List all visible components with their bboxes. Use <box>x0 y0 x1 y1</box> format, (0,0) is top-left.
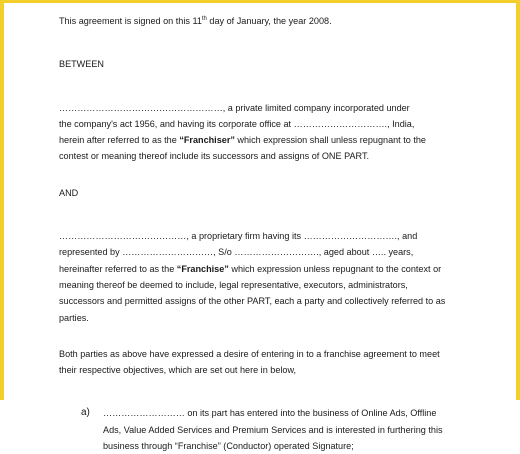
franchise-paragraph <box>59 228 479 326</box>
franchise-line-3 <box>59 261 479 277</box>
clause-a-line-1: ……………………… on its part has entered into the business of Online Ads, Offline <box>103 408 437 419</box>
franchiser-line-3 <box>59 132 479 148</box>
both-line-2: their respective objectives, which are set out here in below, <box>59 365 297 376</box>
franchise-line-6: parties. <box>59 312 89 323</box>
intro-sup: th <box>201 16 207 22</box>
clause-a <box>81 405 479 454</box>
franchise-term: “Franchise” <box>176 263 229 274</box>
franchise-line-3-post: which expression unless repugnant to the context or <box>228 263 442 274</box>
clause-a-line-3: business through “Franchise” (Conductor) operated Signature; <box>103 441 354 452</box>
franchiser-line-3-pre: herein after referred to as the <box>59 135 180 146</box>
franchiser-line-3-post: which expression shall unless repugnant to the <box>234 135 426 146</box>
franchise-line-4: meaning thereof be deemed to include, legal representative, executors, administrators, <box>59 279 408 290</box>
and-heading: AND <box>59 187 79 198</box>
intro-post: day of January, the year 2008. <box>206 16 332 26</box>
clause-a-line-2: Ads, Value Added Services and Premium Services and is interested in furthering this <box>103 424 443 435</box>
franchiser-line-4: contest or meaning thereof include its successors and assigns of ONE PART. <box>59 151 370 162</box>
franchiser-term: “Franchiser” <box>179 135 235 146</box>
between-heading: BETWEEN <box>59 59 104 70</box>
clause-a-label: a) <box>81 407 90 419</box>
franchise-line-1: ……………………………………, a proprietary firm having its …………………………., and <box>59 231 418 242</box>
franchiser-paragraph <box>59 100 479 165</box>
franchise-line-5: successors and permitted assigns of the other PART, each a party and collectively referred to as <box>59 296 446 307</box>
intro-pre: This agreement is signed on this 11 <box>59 16 202 26</box>
agreement-page <box>59 13 479 454</box>
franchiser-line-1: ………………………………………………, a private limited company incorporated under <box>59 102 410 113</box>
both-parties-paragraph <box>59 346 479 379</box>
franchiser-line-2: the company's act 1956, and having its corporate office at …………………………., India, <box>59 118 415 129</box>
franchise-line-3-pre: hereinafter referred to as the <box>59 263 177 274</box>
clause-a-body <box>103 405 443 454</box>
franchise-line-2: represented by …………………………, S/o ………………………., aged about ….. years, <box>59 247 414 258</box>
both-line-1: Both parties as above have expressed a desire of entering in to a franchise agreement to meet <box>59 348 440 359</box>
intro-line <box>59 13 479 29</box>
